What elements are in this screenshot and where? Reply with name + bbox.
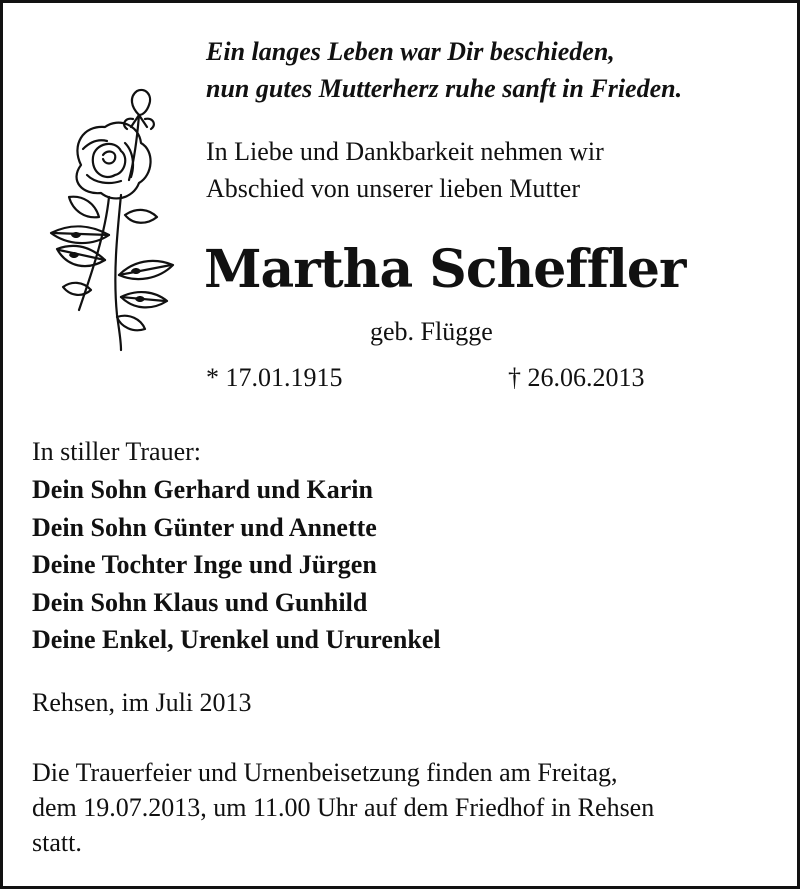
ceremony-line: Die Trauerfeier und Urnenbeisetzung finden am Freitag,	[32, 758, 618, 787]
ceremony-text	[32, 755, 654, 860]
ceremony-line: statt.	[32, 828, 82, 857]
place-date: Rehsen, im Juli 2013	[32, 688, 252, 717]
verse-line: nun gutes Mutterherz ruhe sanft in Frieden.	[206, 74, 683, 103]
mourners-label: In stiller Trauer:	[32, 437, 201, 466]
family-member: Dein Sohn Günter und Annette	[32, 512, 377, 542]
verse-line: Ein langes Leben war Dir beschieden,	[206, 37, 615, 66]
birth-date: * 17.01.1915	[206, 363, 343, 392]
verse	[206, 33, 682, 107]
family-list	[32, 471, 441, 659]
intro-line: Abschied von unserer lieben Mutter	[206, 174, 581, 203]
maiden-name: geb. Flügge	[370, 317, 493, 346]
intro-text	[206, 133, 604, 207]
family-member: Dein Sohn Klaus und Gunhild	[32, 587, 368, 617]
intro-line: In Liebe und Dankbarkeit nehmen wir	[206, 137, 604, 166]
rose-icon	[21, 85, 185, 353]
ceremony-line: dem 19.07.2013, um 11.00 Uhr auf dem Friedhof in Rehsen	[32, 793, 655, 822]
family-member: Dein Sohn Gerhard und Karin	[32, 475, 373, 504]
family-member: Deine Enkel, Urenkel und Ururenkel	[32, 625, 441, 654]
deceased-name: Martha Scheffler	[204, 239, 686, 300]
death-date: † 26.06.2013	[508, 363, 645, 392]
family-member: Deine Tochter Inge und Jürgen	[32, 550, 377, 579]
